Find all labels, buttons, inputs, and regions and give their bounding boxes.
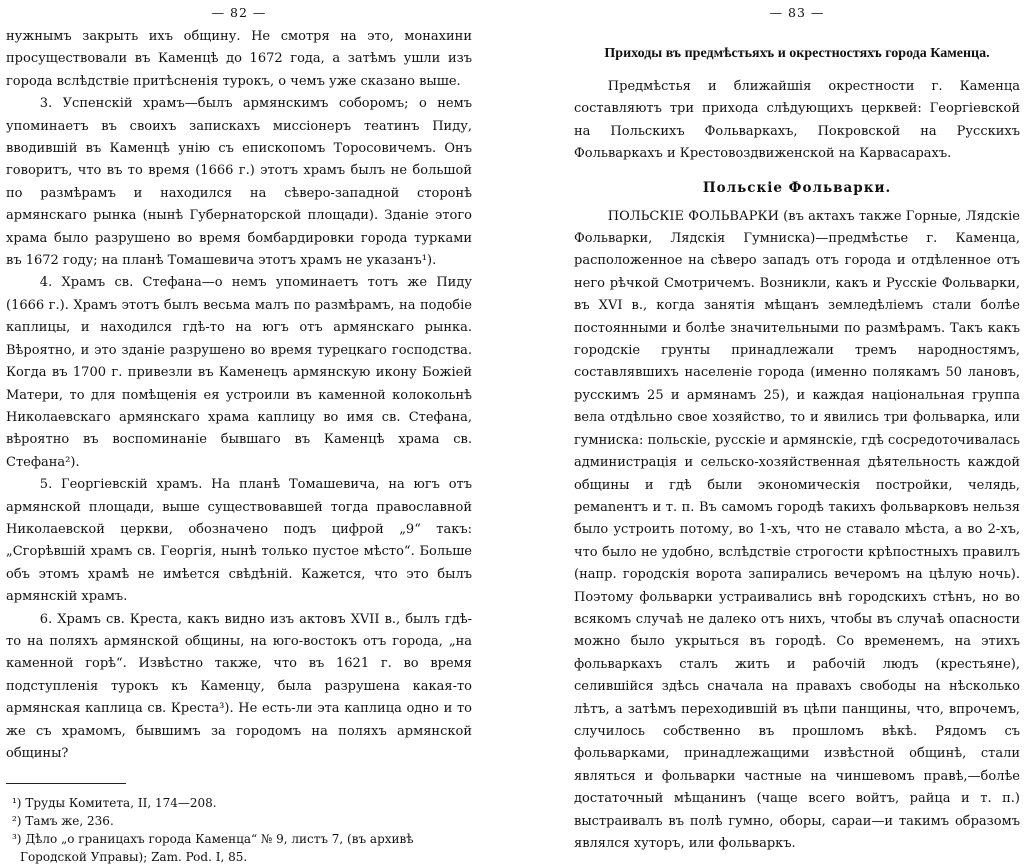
footnote xyxy=(6,812,472,830)
paragraph: нужнымъ закрыть ихъ общину. Не смотря на это, монахини просуществовали въ Каменцѣ до 1672 года, а затѣмъ ушли изъ города вслѣдствіе притѣсненія турокъ, о чемъ уже сказано выше. xyxy=(6,29,472,89)
footnote-text: Труды Комитета, II, 174—208. xyxy=(25,796,217,811)
page-number-left: — 82 — xyxy=(211,5,267,20)
page-number-right: — 83 — xyxy=(769,5,825,20)
paragraph: 4. Храмъ св. Стефана—о немъ упоминаетъ тотъ же Пиду (1666 г.). Храмъ этотъ былъ весьма малъ по размѣрамъ, на подобіе каплицы, и находился гдѣ-то на югъ отъ армянскаго рынка. Вѣроятно, и это зданіе разрушено во время турецкаго господства. Когда въ 1700 г. привезли въ Каменецъ армянскую икону Божіей Матери, то для помѣщенія ея устроили въ каменной колокольнѣ Николаевскаго армянскаго храма каплицу во имя св. Стефана, вѣроятно въ воспоминаніе бывшаго въ Каменцѣ храма св. Стефана²). xyxy=(6,275,472,470)
footnote-text: Тамъ же, 236. xyxy=(25,814,114,829)
right-page xyxy=(574,0,1024,851)
paragraph: 3. Успенскій храмъ—былъ армянскимъ соборомъ; о немъ упоминаетъ въ своихъ запискахъ миссіонеръ театинъ Пиду, вводившій въ Каменцѣ унію съ епископомъ Торосовичемъ. Онъ говоритъ, что въ то время (1666 г.) этотъ храмъ былъ не большой по размѣрамъ и находился на сѣверо-западной сторонѣ армянскаго рынка (нынѣ Губернаторской площади). Зданіе этого храма было разрушено во время бомбардировки города турками въ 1672 году; на планѣ Томашевича этотъ храмъ не указанъ¹). xyxy=(6,96,472,269)
footnote-mark: ²) xyxy=(12,814,22,829)
section-heading: Приходы въ предмѣстьяхъ и окрестностяхъ города Каменца. xyxy=(604,46,990,61)
paragraph: 5. Георгіевскій храмъ. На планѣ Томашевича, на югъ отъ армянской площади, выше существовавшей тогда православной Николаевской церкви, обозначено подъ цифрой „9“ такъ: „Сгорѣвшій храмъ св. Георгія, нынѣ только пустое мѣсто“. Больше объ этомъ храмѣ не имѣется свѣдѣній. Кажется, что это былъ армянскій храмъ. xyxy=(6,477,472,605)
footnote xyxy=(6,830,472,866)
subsection-heading: Польскіе Фольварки. xyxy=(702,179,892,196)
footnote xyxy=(6,794,472,812)
left-page xyxy=(0,0,486,865)
footnote-mark: ¹) xyxy=(12,796,22,811)
paragraph: 6. Храмъ св. Креста, какъ видно изъ актовъ XVII в., былъ гдѣ-то на поляхъ армянской общины, на юго-востокъ отъ города, „на каменной горѣ“. Извѣстно также, что въ 1621 г. во время подступленія турокъ къ Каменцу, была разрушена какая-то армянская каплица св. Креста³). Не есть-ли эта каплица одно и то же съ храмомъ, бывшимъ за городомъ на поляхъ армянской общины? xyxy=(6,611,472,761)
footnote-text: Дѣло „о границахъ города Каменца“ № 9, листъ 7, (въ архивѣ Городской Управы); Zam. Pod. I, 85. xyxy=(20,832,414,865)
footnote-mark: ³) xyxy=(12,832,22,847)
body-paragraph: ПОЛЬСКІЕ ФОЛЬВАРКИ (въ актахъ также Горные, Лядскіе Фольварки, Лядскія Гумниска)—предмѣстье г. Каменца, расположенное на сѣверо западъ отъ города и отдѣленное отъ него рѣчкой Смотричемъ. Возникли, какъ и Русскіе Фольварки, въ XVI в., когда занятія мѣщанъ земледѣліемъ стали болѣе постоянными и болѣе значительными по размѣрамъ. Такъ какъ городскіе грунты принадлежали тремъ народностямъ, составлявшихъ населеніе города (именно полякамъ 50 лановъ, русскимъ 25 и армянамъ 25), и каждая національная группа вела отдѣльно свое хозяйство, то и явились три фольварка, или гумниска: польскіе, русскіе и армянскіе, гдѣ сосредоточивалась администрація и сельско-хозяйственная дѣятельность каждой общины и гдѣ были экономическія постройки, челядь, ремanентъ и т. п. Въ самомъ городѣ такихъ фольварковъ нельзя было устроить потому, во 1-хъ, что не ставало мѣста, а во 2-хъ, что было не удобно, вслѣдствіе строгости крѣпостныхъ правилъ (напр. городскія ворота запирались вечеромъ на цѣлую ночь). Поэтому фольварки устраивались внѣ городскихъ стѣнъ, но во всякомъ случаѣ не далеко отъ нихъ, чтобы въ случаѣ опасности можно было укрыться въ городѣ. Со временемъ, на этихъ фольваркахъ сталъ жить и рабочій людъ (крестьяне), селившійся здѣсь сначала на правахъ свободы на нѣсколько лѣтъ, а затѣмъ переходившій въ цѣпи панщины, что, впрочемъ, случилось собственно въ прошломъ вѣкѣ. Рядомъ съ фольварками, принадлежащими извѣстной общинѣ, стали являться и фольварки частные на чиншевомъ правѣ,—болѣе достаточный мѣщанинъ (чаще всего войтъ, райца и т. п.) выстраивалъ въ полѣ гумно, оборы, сараи—и такимъ образомъ являлся хуторъ, или фольваркъ. xyxy=(574,208,1020,851)
intro-paragraph: Предмѣстья и ближайшія окрестности г. Каменца составляютъ три прихода слѣдующихъ церквей: Георгіевской на Польскихъ Фольваркахъ, Покровской на Русскихъ Фольваркахъ и Крестовоздвиженской на Карвасарахъ. xyxy=(574,79,1020,162)
footnote-divider xyxy=(6,783,126,784)
